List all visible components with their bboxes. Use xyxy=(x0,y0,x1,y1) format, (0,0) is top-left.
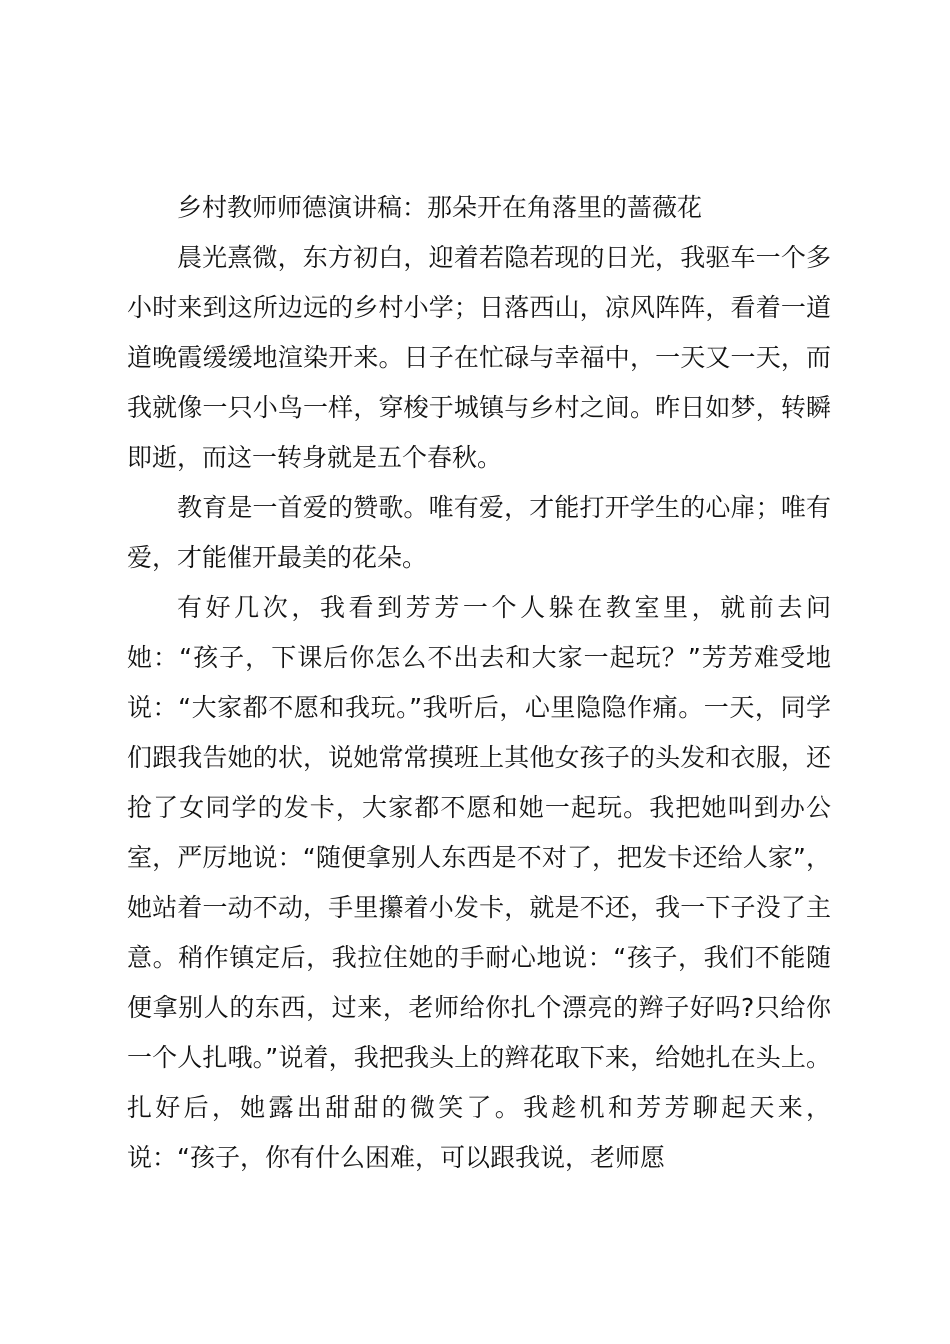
paragraph-3: 有好几次，我看到芳芳一个人躲在教室里，就前去问她：“孩子，下课后你怎么不出去和大家一起玩？”芳芳难受地说：“大家都不愿和我玩。”我听后，心里隐隐作痛。一天，同学们跟我告她的状，说她常常摸班上其他女孩子的头发和衣服，还抢了女同学的发卡，大家都不愿和她一起玩。我把她叫到办公室，严厉地说：“随便拿别人东西是不对了，把发卡还给人家”，她站着一动不动，手里攥着小发卡，就是不还，我一下子没了主意。稍作镇定后，我拉住她的手耐心地说：“孩子，我们不能随便拿别人的东西，过来，老师给你扎个漂亮的辫子好吗?只给你一个人扎哦。”说着，我把我头上的辫花取下来，给她扎在头上。扎好后，她露出甜甜的微笑了。我趁机和芳芳聊起天来，说：“孩子，你有什么困难，可以跟我说，老师愿 xyxy=(127,593,831,1172)
paragraph-1: 晨光熹微，东方初白，迎着若隐若现的日光，我驱车一个多小时来到这所边远的乡村小学；日落西山，凉风阵阵，看着一道道晚霞缓缓地渲染开来。日子在忙碌与幸福中，一天又一天，而我就像一只小鸟一样，穿梭于城镇与乡村之间。昨日如梦，转瞬即逝，而这一转身就是五个春秋。 xyxy=(127,243,831,472)
document-title: 乡村教师师德演讲稿：那朵开在角落里的蔷薇花 xyxy=(177,193,703,222)
document-body xyxy=(127,183,831,1183)
paragraph-2: 教育是一首爱的赞歌。唯有爱，才能打开学生的心扉；唯有爱，才能催开最美的花朵。 xyxy=(127,493,831,572)
